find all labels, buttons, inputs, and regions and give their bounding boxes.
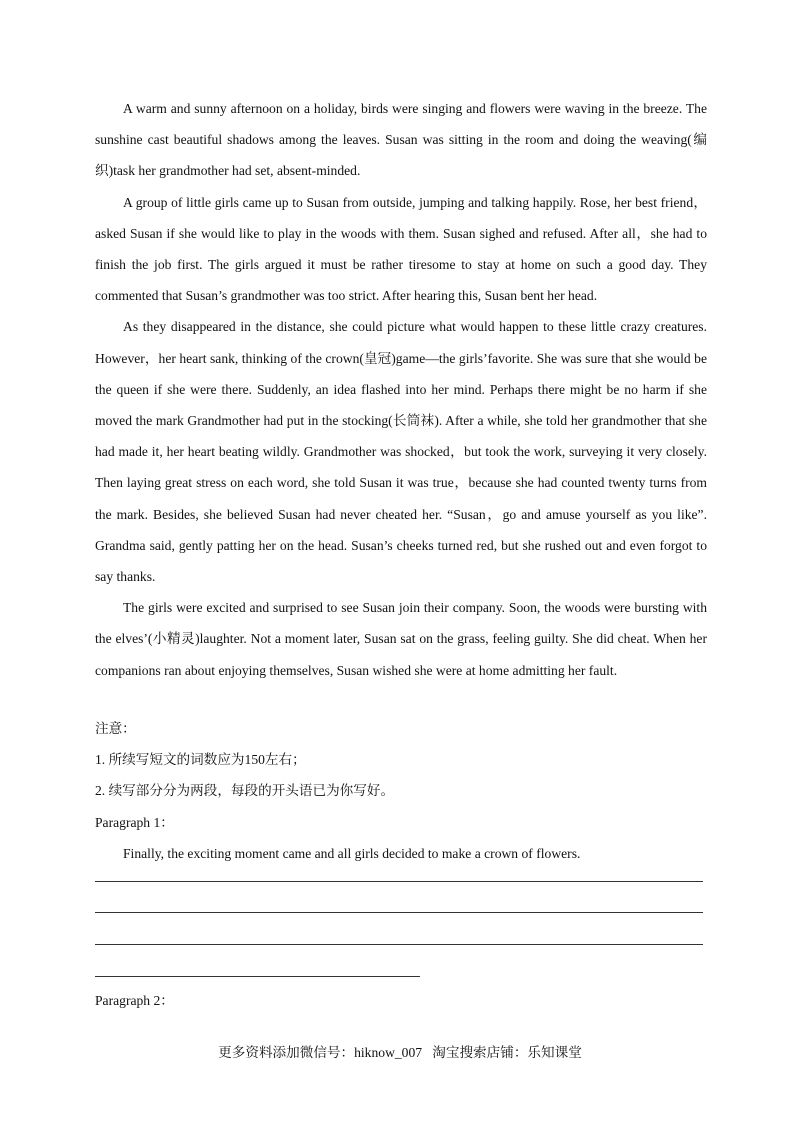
paragraph-2-label: Paragraph 2： bbox=[95, 993, 174, 1008]
paragraph-1-label: Paragraph 1： bbox=[95, 814, 174, 830]
story-paragraph-2: A group of little girls came up to Susan from outside, jumping and talking happily. Rose, her best friend，asked Susan if she would like to play in the woods with them. Susan sighed and refused. After all，she had to finish the job first. The girls argued it must be rather tiresome to stay at home on such a good day. They commented that Susan’s grandmother was too strict. After hearing this, Susan bent her head. bbox=[95, 194, 707, 304]
instructions bbox=[95, 713, 707, 869]
story-paragraph-3: As they disappeared in the distance, she could picture what would happen to these little crazy creatures. However，her heart sank, thinking of the crown(皇冠)game—the girls’favorite. She was sure that she would be the queen if she were there. Suddenly, an idea flashed into her mind. Perhaps there might be no harm if she moved the mark Grandmother had put in the stocking(长筒袜). After a while, she told her grandmother that she had made it, her heart beating wildly. Grandmother was shocked，but took the work, surveying it very closely. Then laying great stress on each word, she told Susan it was true，because she had counted twenty turns from the mark. Besides, she believed Susan had never cheated her. “Susan，go and amuse yourself as you like”. Grandma said, gently patting her on the head. Susan’s cheeks turned red, but she rushed out and even forgot to say thanks. bbox=[95, 319, 707, 585]
answer-line-2 bbox=[95, 912, 703, 913]
paragraph-1-opening: Finally, the exciting moment came and all girls decided to make a crown of flowers. bbox=[123, 845, 581, 861]
notes-item-1: 1. 所续写短文的词数应为150左右； bbox=[95, 752, 306, 768]
story-paragraph-4: The girls were excited and surprised to see Susan join their company. Soon, the woods were bursting with the elves’(小精灵)laughter. Not a moment later, Susan sat on the grass, feeling guilty. She did cheat. When her companions ran about enjoying themselves, Susan wished she were at home admitting her fault. bbox=[95, 600, 707, 678]
story-text bbox=[95, 93, 707, 686]
answer-line-1 bbox=[95, 881, 703, 882]
notes-item-2: 2. 续写部分分为两段，每段的开头语已为你写好。 bbox=[95, 783, 395, 799]
story-paragraph-1: A warm and sunny afternoon on a holiday, birds were singing and flowers were waving in the breeze. The sunshine cast beautiful shadows among the leaves. Susan was sitting in the room and doing the weaving(编织)task her grandmother had set, absent-minded. bbox=[95, 101, 707, 179]
footer-text: 更多资料添加微信号：hiknow_007 淘宝搜索店铺：乐知课堂 bbox=[218, 1045, 582, 1060]
answer-line-3 bbox=[95, 944, 703, 945]
answer-line-4 bbox=[95, 976, 420, 977]
notes-heading: 注意： bbox=[95, 721, 136, 736]
